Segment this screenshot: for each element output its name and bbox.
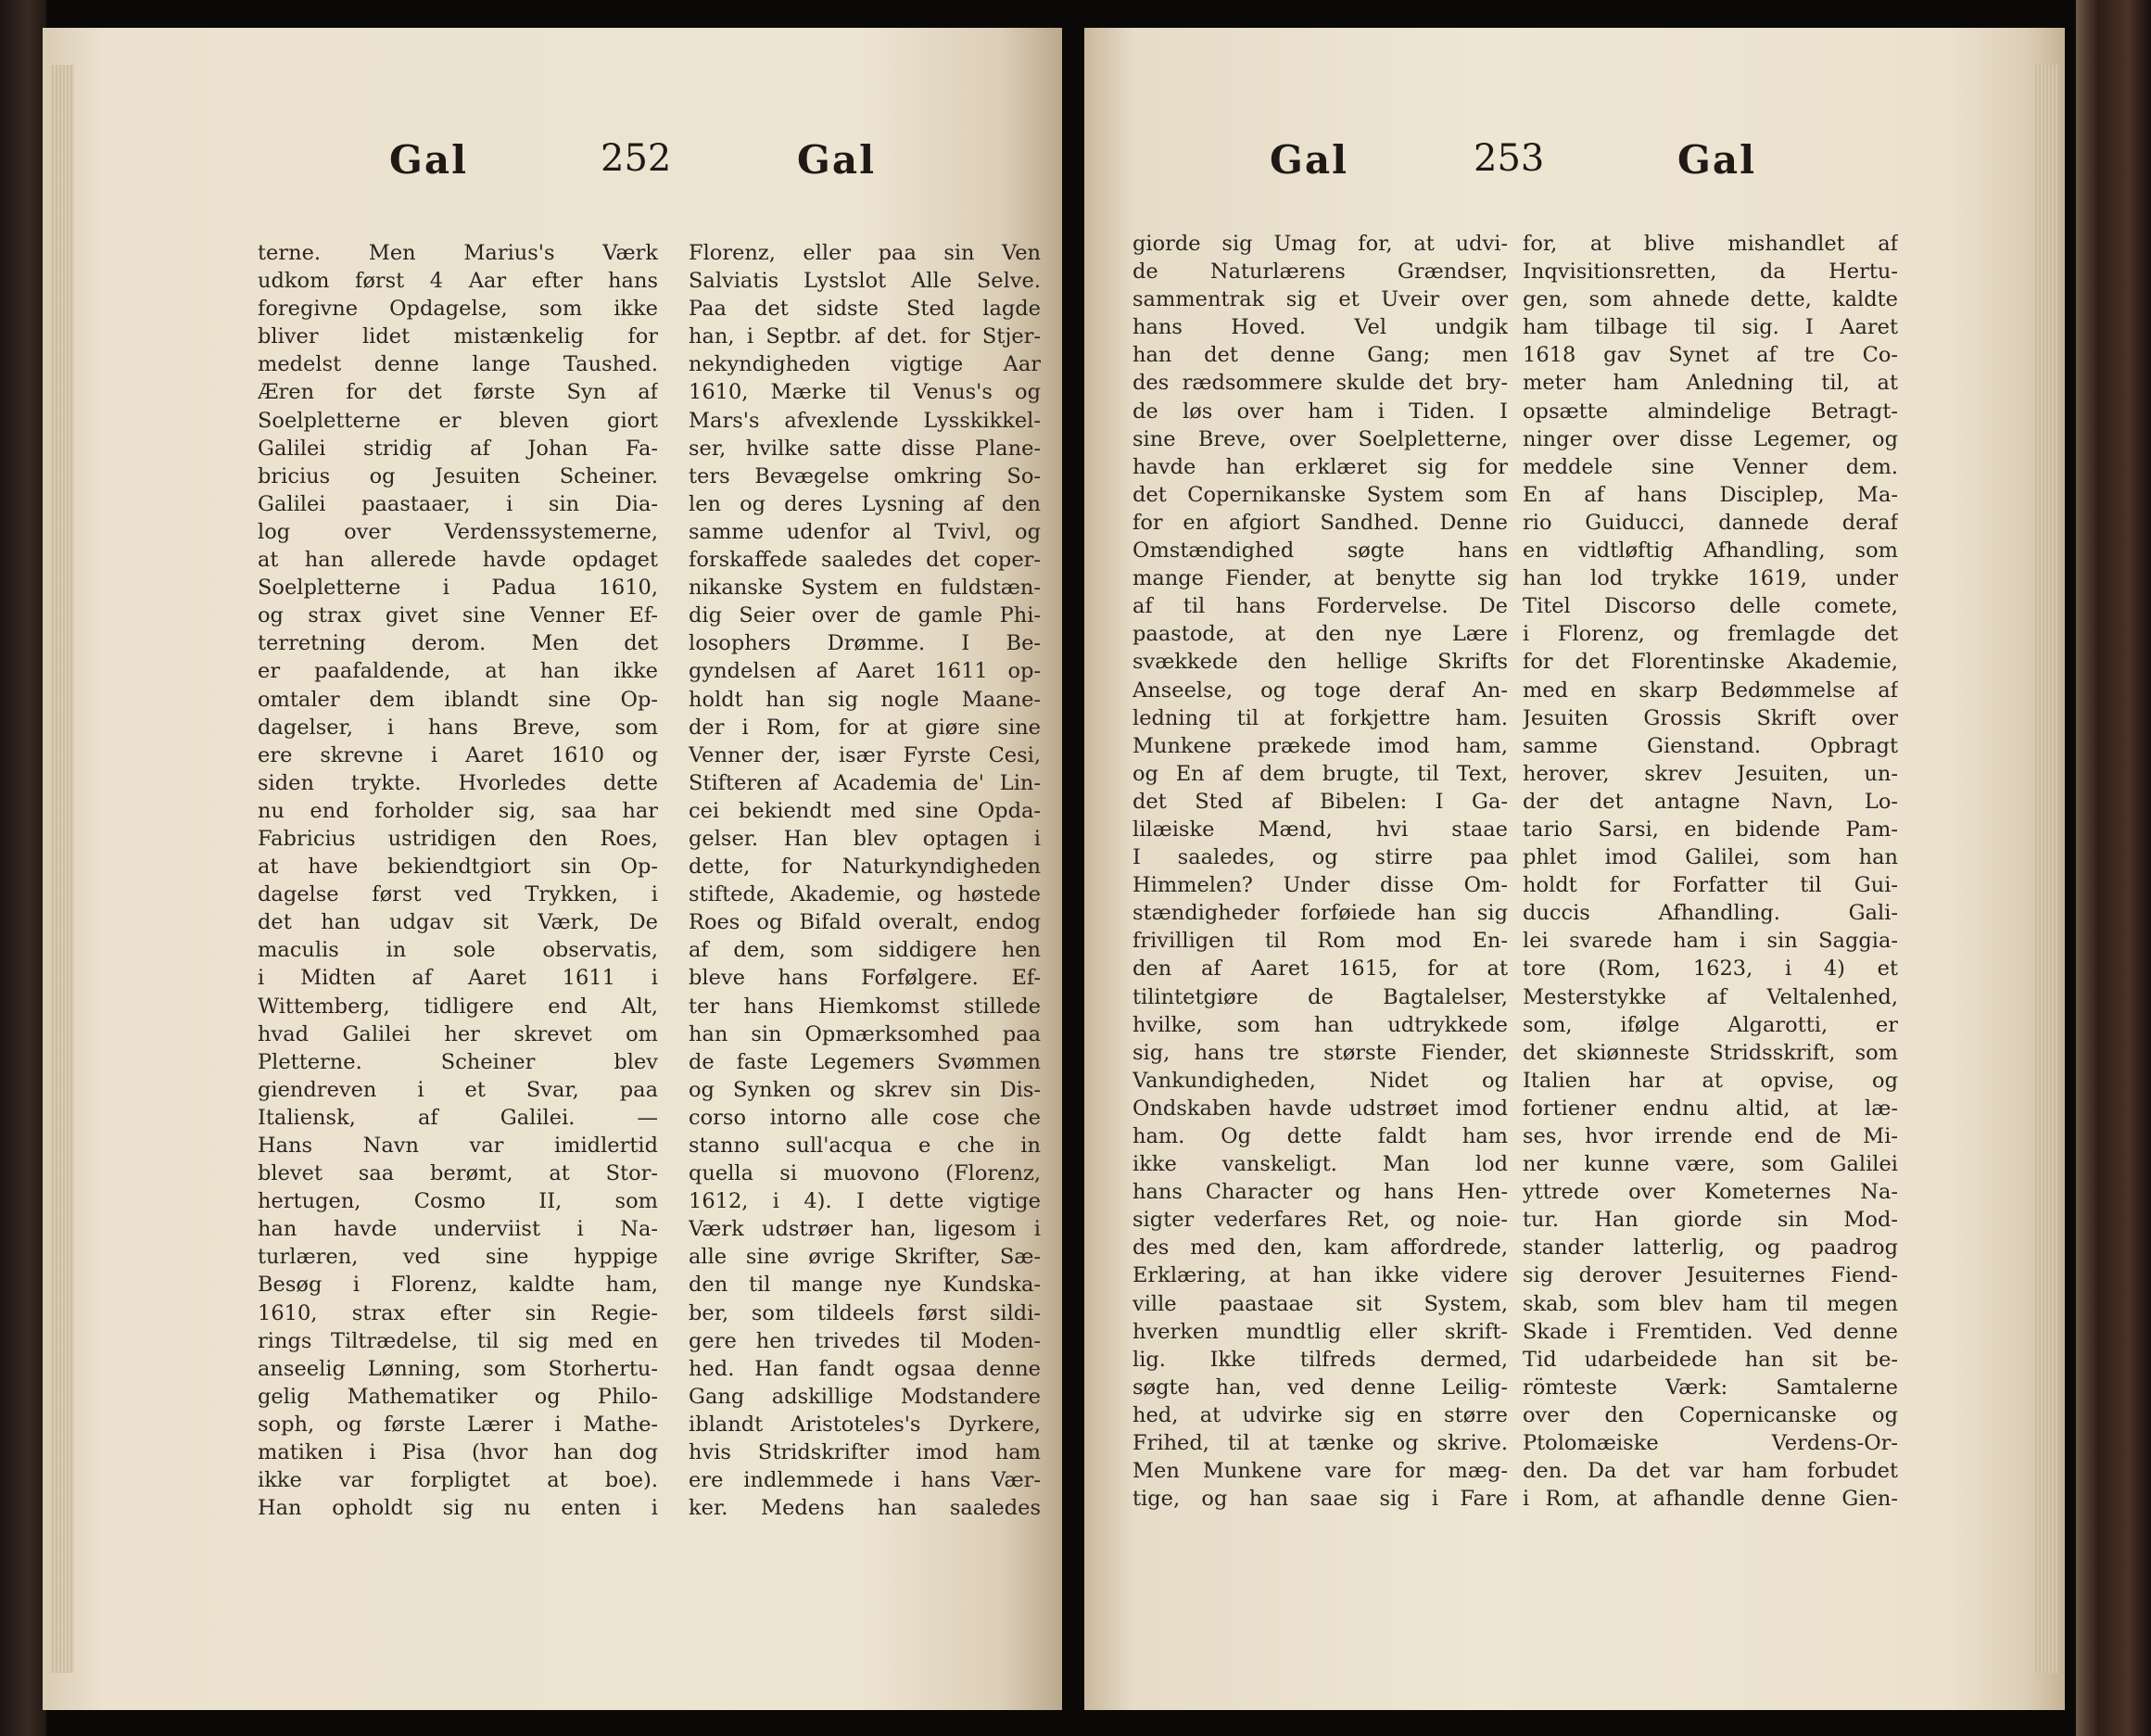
text-line: Fabricius ustridigen den Roes, — [258, 826, 658, 851]
text-line: nu end forholder sig, saa har — [258, 798, 658, 823]
text-line: corso intorno alle cose che — [689, 1105, 1041, 1130]
text-line: Italiensk, af Galilei. — — [258, 1105, 658, 1130]
text-line: Men Munkene vare for mæg- — [1132, 1459, 1508, 1484]
left-page — [43, 28, 1062, 1710]
text-line: len og deres Lysning af den — [689, 491, 1041, 516]
text-line: hvilke, som han udtrykkede — [1132, 1012, 1508, 1037]
text-line: holdt for Forfatter til Gui- — [1523, 873, 1898, 898]
text-line: Venner der, især Fyrste Cesi, — [689, 742, 1041, 767]
text-line: Hans Navn var imidlertid — [258, 1134, 658, 1158]
text-line: omtaler dem iblandt sine Op- — [258, 687, 658, 712]
text-line: Galilei paastaaer, i sin Dia- — [258, 491, 658, 516]
text-line: af til hans Fordervelse. De — [1132, 594, 1508, 619]
text-line: cei bekiendt med sine Opda- — [689, 798, 1041, 823]
text-line: Jesuiten Grossis Skrift over — [1523, 705, 1898, 730]
text-column-1 — [1132, 230, 1508, 1513]
text-line: meter ham Anledning til, at — [1523, 371, 1898, 396]
text-line: ses, hvor irrende end de Mi- — [1523, 1124, 1898, 1148]
text-line: mange Fiender, at benytte sig — [1132, 566, 1508, 591]
text-line: Titel Discorso delle comete, — [1523, 594, 1898, 619]
text-line: Mars's afvexlende Lysskikkel- — [689, 408, 1041, 433]
text-line: hvis Stridskrifter imod ham — [689, 1440, 1041, 1465]
text-line: tore (Rom, 1623, i 4) et — [1523, 957, 1898, 982]
text-line: yttrede over Kometernes Na- — [1523, 1180, 1898, 1205]
text-line: des rædsommere skulde det bry- — [1132, 371, 1508, 396]
text-line: gelig Mathematiker og Philo- — [258, 1384, 658, 1409]
text-line: anseelig Lønning, som Storhertu- — [258, 1356, 658, 1381]
text-line: Værk udstrøer han, ligesom i — [689, 1217, 1041, 1242]
text-line: og En af dem brugte, til Text, — [1132, 761, 1508, 786]
text-line: sig, hans tre største Fiender, — [1132, 1040, 1508, 1065]
text-line: for en afgiort Sandhed. Denne — [1132, 510, 1508, 535]
text-line: quella si muovono (Florenz, — [689, 1161, 1041, 1186]
text-line: der det antagne Navn, Lo- — [1523, 789, 1898, 814]
text-line: der i Rom, for at giøre sine — [689, 715, 1041, 740]
text-line: Florenz, eller paa sin Ven — [689, 241, 1041, 265]
page-number-left: 252 — [601, 137, 672, 180]
text-line: Anseelse, og toge deraf An- — [1132, 678, 1508, 703]
text-line: skab, som blev ham til megen — [1523, 1291, 1898, 1316]
left-page-header — [43, 137, 1062, 221]
book-cover-right-edge — [2076, 0, 2151, 1736]
text-line: den til mange nye Kundska- — [689, 1273, 1041, 1298]
text-line: Galilei stridig af Johan Fa- — [258, 436, 658, 461]
text-line: rio Guiducci, dannede deraf — [1523, 510, 1898, 535]
text-line: af dem, som siddigere hen — [689, 938, 1041, 963]
text-line: dette, for Naturkyndigheden — [689, 855, 1041, 880]
text-line: tige, og han saae sig i Fare — [1132, 1487, 1508, 1512]
text-line: han lod trykke 1619, under — [1523, 566, 1898, 591]
text-line: Frihed, til at tænke og skrive. — [1132, 1431, 1508, 1456]
text-line: Han opholdt sig nu enten i — [258, 1496, 658, 1521]
text-line: samme Gienstand. Opbragt — [1523, 733, 1898, 758]
text-line: gelser. Han blev optagen i — [689, 826, 1041, 851]
text-line: Wittemberg, tidligere end Alt, — [258, 994, 658, 1019]
text-line: rings Tiltrædelse, til sig med en — [258, 1328, 658, 1353]
text-line: stiftede, Akademie, og høstede — [689, 882, 1041, 907]
text-line: iblandt Aristoteles's Dyrkere, — [689, 1412, 1041, 1437]
text-line: over den Copernicanske og — [1523, 1402, 1898, 1427]
text-line: Himmelen? Under disse Om- — [1132, 873, 1508, 898]
text-line: foregivne Opdagelse, som ikke — [258, 297, 658, 322]
text-line: i Midten af Aaret 1611 i — [258, 966, 658, 991]
text-line: Tid udarbeidede han sit be- — [1523, 1347, 1898, 1372]
text-line: er paafaldende, at han ikke — [258, 659, 658, 684]
text-line: bleve hans Forfølgere. Ef- — [689, 966, 1041, 991]
text-line: Erklæring, at han ikke videre — [1132, 1263, 1508, 1288]
text-line: nekyndigheden vigtige Aar — [689, 352, 1041, 377]
text-line: 1610, Mærke til Venus's og — [689, 380, 1041, 405]
text-line: Inqvisitionsretten, da Hertu- — [1523, 260, 1898, 285]
text-line: sammentrak sig et Uveir over — [1132, 287, 1508, 312]
text-line: gyndelsen af Aaret 1611 op- — [689, 659, 1041, 684]
text-line: Soelpletterne er bleven giort — [258, 408, 658, 433]
text-line: tur. Han giorde sin Mod- — [1523, 1208, 1898, 1233]
text-line: sine Breve, over Soelpletterne, — [1132, 426, 1508, 451]
text-line: sigter vederfares Ret, og noie- — [1132, 1208, 1508, 1233]
text-line: stander latterlig, og paadrog — [1523, 1235, 1898, 1261]
text-line: stanno sull'acqua e che in — [689, 1134, 1041, 1158]
text-line: at have bekiendtgiort sin Op- — [258, 855, 658, 880]
text-line: ham tilbage til sig. I Aaret — [1523, 315, 1898, 340]
text-line: soph, og første Lærer i Mathe- — [258, 1412, 658, 1437]
text-line: ikke var forpligtet at boe). — [258, 1468, 658, 1493]
text-line: ninger over disse Legemer, og — [1523, 426, 1898, 451]
text-column-2 — [689, 239, 1041, 1522]
text-line: ere skrevne i Aaret 1610 og — [258, 742, 658, 767]
text-line: stændigheder forføiede han sig — [1132, 901, 1508, 926]
text-line: med en skarp Bedømmelse af — [1523, 678, 1898, 703]
text-line: paastode, at den nye Lære — [1132, 622, 1508, 647]
text-line: duccis Afhandling. Gali- — [1523, 901, 1898, 926]
text-line: fortiener endnu altid, at læ- — [1523, 1096, 1898, 1121]
text-line: ters Bevægelse omkring So- — [689, 463, 1041, 488]
text-line: hans Hoved. Vel undgik — [1132, 315, 1508, 340]
text-line: Vankundigheden, Nidet og — [1132, 1068, 1508, 1093]
text-line: ber, som tildeels først sildi- — [689, 1300, 1041, 1325]
text-line: Ondskaben havde udstrøet imod — [1132, 1096, 1508, 1121]
text-line: siden trykte. Hvorledes dette — [258, 770, 658, 795]
text-line: ham. Og dette faldt ham — [1132, 1124, 1508, 1148]
text-line: bricius og Jesuiten Scheiner. — [258, 463, 658, 488]
text-line: ere indlemmede i hans Vær- — [689, 1468, 1041, 1493]
text-line: havde han erklæret sig for — [1132, 454, 1508, 479]
text-line: turlæren, ved sine hyppige — [258, 1245, 658, 1270]
text-line: han det denne Gang; men — [1132, 343, 1508, 368]
text-line: det skiønneste Stridsskrift, som — [1523, 1040, 1898, 1065]
text-line: 1618 gav Synet af tre Co- — [1523, 343, 1898, 368]
text-line: Omstændighed søgte hans — [1132, 539, 1508, 564]
text-line: Gang adskillige Modstandere — [689, 1384, 1041, 1409]
page-edges-left — [50, 65, 74, 1673]
text-line: lig. Ikke tilfreds dermed, — [1132, 1347, 1508, 1372]
text-line: den. Da det var ham forbudet — [1523, 1459, 1898, 1484]
text-line: losophers Drømme. I Be- — [689, 631, 1041, 656]
text-line: Italien har at opvise, og — [1523, 1068, 1898, 1093]
text-line: blevet saa berømt, at Stor- — [258, 1161, 658, 1186]
text-line: Salviatis Lystslot Alle Selve. — [689, 269, 1041, 294]
text-line: des med den, kam affordrede, — [1132, 1235, 1508, 1261]
text-line: dagelse først ved Trykken, i — [258, 882, 658, 907]
text-line: den af Aaret 1615, for at — [1132, 957, 1508, 982]
text-line: matiken i Pisa (hvor han dog — [258, 1440, 658, 1465]
text-line: ser, hvilke satte disse Plane- — [689, 436, 1041, 461]
text-line: og strax givet sine Venner Ef- — [258, 603, 658, 628]
text-line: lei svarede ham i sin Saggia- — [1523, 929, 1898, 954]
text-line: Pletterne. Scheiner blev — [258, 1049, 658, 1074]
text-line: for, at blive mishandlet af — [1523, 232, 1898, 256]
text-line: det Sted af Bibelen: I Ga- — [1132, 789, 1508, 814]
text-line: 1610, strax efter sin Regie- — [258, 1300, 658, 1325]
text-line: log over Verdenssystemerne, — [258, 519, 658, 544]
text-line: Mesterstykke af Veltalenhed, — [1523, 984, 1898, 1009]
text-line: søgte han, ved denne Leilig- — [1132, 1375, 1508, 1400]
text-line: alle sine øvrige Skrifter, Sæ- — [689, 1245, 1041, 1270]
text-line: som, ifølge Algarotti, er — [1523, 1012, 1898, 1037]
running-headword-left: Gal — [389, 137, 469, 183]
text-line: hans Character og hans Hen- — [1132, 1180, 1508, 1205]
text-line: samme udenfor al Tvivl, og — [689, 519, 1041, 544]
text-line: ikke vanskeligt. Man lod — [1132, 1152, 1508, 1177]
text-line: de løs over ham i Tiden. I — [1132, 399, 1508, 424]
text-line: han sin Opmærksomhed paa — [689, 1021, 1041, 1046]
text-column-1 — [258, 239, 658, 1522]
text-line: herover, skrev Jesuiten, un- — [1523, 761, 1898, 786]
text-line: forskaffede saaledes det coper- — [689, 548, 1041, 573]
text-line: dagelser, i hans Breve, som — [258, 715, 658, 740]
text-line: bliver lidet mistænkelig for — [258, 324, 658, 349]
text-column-2 — [1523, 230, 1898, 1513]
page-edges-right — [2033, 65, 2057, 1673]
text-line: de Naturlærens Grændser, — [1132, 260, 1508, 285]
text-line: nikanske System en fuldstæn- — [689, 576, 1041, 601]
text-line: det Copernikanske System som — [1132, 482, 1508, 507]
text-line: 1612, i 4). I dette vigtige — [689, 1189, 1041, 1214]
text-line: Ptolomæiske Verdens-Or- — [1523, 1431, 1898, 1456]
text-line: römteste Værk: Samtalerne — [1523, 1375, 1898, 1400]
text-line: maculis in sole observatis, — [258, 938, 658, 963]
running-headword-right: Gal — [797, 137, 877, 183]
right-page-header — [1084, 137, 2065, 221]
text-line: og Synken og skrev sin Dis- — [689, 1077, 1041, 1102]
text-line: gere hen trivedes til Moden- — [689, 1328, 1041, 1353]
text-line: Besøg i Florenz, kaldte ham, — [258, 1273, 658, 1298]
text-line: hertugen, Cosmo II, som — [258, 1189, 658, 1214]
running-headword-right: Gal — [1677, 137, 1757, 183]
running-headword-left: Gal — [1270, 137, 1349, 183]
right-page — [1084, 28, 2065, 1710]
text-line: sig derover Jesuiternes Fiend- — [1523, 1263, 1898, 1288]
book-cover-left-edge — [0, 0, 46, 1736]
text-line: terne. Men Marius's Værk — [258, 241, 658, 265]
text-line: hed, at udvirke sig en større — [1132, 1402, 1508, 1427]
text-line: giorde sig Umag for, at udvi- — [1132, 232, 1508, 256]
text-line: i Florenz, og fremlagde det — [1523, 622, 1898, 647]
text-line: medelst denne lange Taushed. — [258, 352, 658, 377]
text-line: svækkede den hellige Skrifts — [1132, 650, 1508, 675]
text-line: dig Seier over de gamle Phi- — [689, 603, 1041, 628]
text-line: hverken mundtlig eller skrift- — [1132, 1319, 1508, 1344]
text-line: for det Florentinske Akademie, — [1523, 650, 1898, 675]
text-line: Roes og Bifald overalt, endog — [689, 910, 1041, 935]
text-line: lilæiske Mænd, hvi staae — [1132, 817, 1508, 842]
text-line: Stifteren af Academia de' Lin- — [689, 770, 1041, 795]
text-line: gen, som ahnede dette, kaldte — [1523, 287, 1898, 312]
text-line: Paa det sidste Sted lagde — [689, 297, 1041, 322]
text-line: Æren for det første Syn af — [258, 380, 658, 405]
text-line: tario Sarsi, en bidende Pam- — [1523, 817, 1898, 842]
text-line: i Rom, at afhandle denne Gien- — [1523, 1487, 1898, 1512]
text-line: udkom først 4 Aar efter hans — [258, 269, 658, 294]
text-line: de faste Legemers Svømmen — [689, 1049, 1041, 1074]
text-line: en vidtløftig Afhandling, som — [1523, 539, 1898, 564]
text-line: hed. Han fandt ogsaa denne — [689, 1356, 1041, 1381]
text-line: ker. Medens han saaledes — [689, 1496, 1041, 1521]
text-line: En af hans Disciplер, Ma- — [1523, 482, 1898, 507]
text-line: det han udgav sit Værk, De — [258, 910, 658, 935]
text-line: ledning til at forkjettre ham. — [1132, 705, 1508, 730]
text-line: holdt han sig nogle Maane- — [689, 687, 1041, 712]
page-number-right: 253 — [1474, 137, 1545, 180]
text-line: ner kunne være, som Galilei — [1523, 1152, 1898, 1177]
text-line: frivilligen til Rom mod En- — [1132, 929, 1508, 954]
text-line: I saaledes, og stirre paa — [1132, 845, 1508, 870]
text-line: terretning derom. Men det — [258, 631, 658, 656]
text-line: at han allerede havde opdaget — [258, 548, 658, 573]
text-line: tilintetgiøre de Bagtalelser, — [1132, 984, 1508, 1009]
text-line: ter hans Hiemkomst stillede — [689, 994, 1041, 1019]
text-line: opsætte almindelige Betragt- — [1523, 399, 1898, 424]
text-line: meddele sine Venner dem. — [1523, 454, 1898, 479]
text-line: hvad Galilei her skrevet om — [258, 1021, 658, 1046]
text-line: han, i Septbr. af det. for Stjer- — [689, 324, 1041, 349]
text-line: Skade i Fremtiden. Ved denne — [1523, 1319, 1898, 1344]
text-line: giendreven i et Svar, paa — [258, 1077, 658, 1102]
text-line: ville paastaae sit System, — [1132, 1291, 1508, 1316]
text-line: Munkene prækede imod ham, — [1132, 733, 1508, 758]
text-line: Soelpletterne i Padua 1610, — [258, 576, 658, 601]
text-line: han havde underviist i Na- — [258, 1217, 658, 1242]
text-line: phlet imod Galilei, som han — [1523, 845, 1898, 870]
